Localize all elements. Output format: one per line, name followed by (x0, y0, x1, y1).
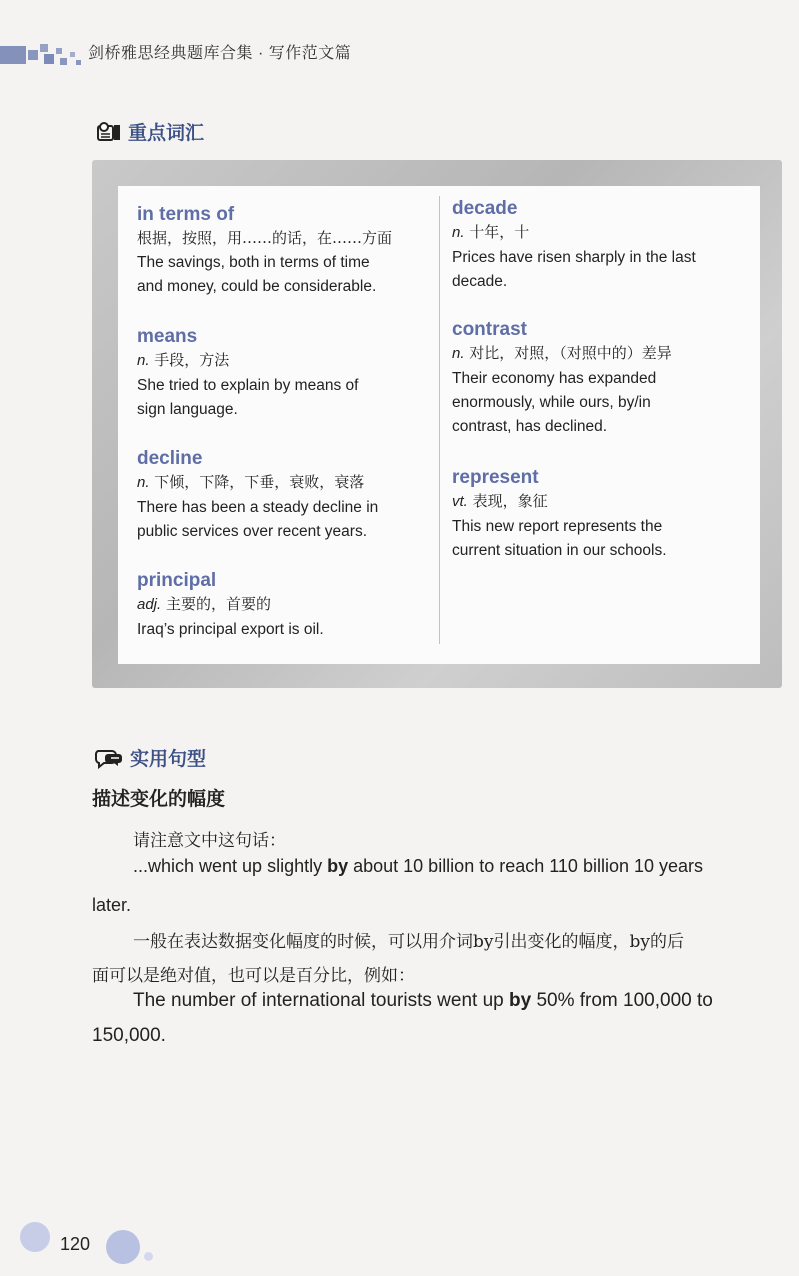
vocab-entry-decline (137, 447, 437, 544)
vocab-definition: vt. 表现，象征 (452, 492, 548, 510)
vocab-word: decline (137, 448, 203, 469)
footer-decoration (20, 1222, 50, 1252)
column-divider (439, 196, 440, 644)
header-title: 剑桥雅思经典题库合集 · 写作范文篇 (88, 45, 352, 62)
vocab-entry-means (137, 325, 437, 422)
vocab-definition: n. 手段，方法 (137, 351, 230, 369)
vocab-example: There has been a steady decline in public services over recent years. (137, 499, 379, 540)
vocab-example: Prices have risen sharply in the last decade. (452, 249, 696, 290)
explanation-line-1: 一般在表达数据变化幅度的时候，可以用介词by引出变化的幅度，by的后 (133, 932, 684, 952)
vocab-entry-principal (137, 569, 437, 642)
vocab-definition: n. 十年，十 (452, 223, 530, 241)
vocab-entry-decade (452, 197, 752, 294)
example-sentence-1-cont: later. (92, 895, 132, 915)
vocab-word: means (137, 326, 198, 347)
example-sentence-1: ...which went up slightly by about 10 billion to reach 110 billion 10 years (133, 856, 704, 876)
vocab-entry-in-terms-of (137, 203, 437, 299)
vocab-word: represent (452, 467, 539, 488)
vocab-definition: 根据，按照，用……的话，在……方面 (137, 229, 393, 247)
vocab-example: This new report represents the current situation in our schools. (452, 518, 667, 559)
vocab-example: She tried to explain by means of sign language. (137, 377, 359, 418)
pattern-section-title (94, 744, 206, 771)
vocab-word: contrast (452, 319, 527, 340)
vocab-word: decade (452, 198, 518, 219)
vocab-word: in terms of (137, 204, 235, 225)
footer-decoration (144, 1252, 153, 1261)
header-decoration (0, 38, 84, 64)
vocab-section-title (96, 118, 204, 145)
vocab-word: principal (137, 570, 217, 591)
page-header (0, 30, 799, 70)
vocab-definition: adj. 主要的，首要的 (137, 595, 271, 613)
pattern-section-label: 实用句型 (130, 749, 207, 770)
pattern-subheading: 描述变化的幅度 (92, 789, 226, 810)
vocab-section-label: 重点词汇 (128, 123, 205, 144)
example-sentence-2-cont: 150,000. (92, 1025, 166, 1046)
example-sentence-2: The number of international tourists went up by 50% from 100,000 to (133, 990, 713, 1011)
vocab-definition: n. 下倾，下降，下垂，衰败，衰落 (137, 473, 365, 491)
explanation-line-2: 面可以是绝对值，也可以是百分比，例如： (92, 966, 415, 986)
vocab-entry-contrast (452, 318, 752, 439)
page-number: 120 (60, 1234, 91, 1254)
vocab-example: The savings, both in terms of time and money, could be considerable. (137, 254, 377, 295)
vocab-definition: n. 对比，对照，（对照中的）差异 (452, 344, 672, 362)
intro-text: 请注意文中这句话： (133, 831, 286, 851)
vocab-example: Their economy has expanded enormously, while ours, by/in contrast, has declined. (452, 370, 657, 435)
vocab-entry-represent (452, 466, 752, 563)
footer-decoration (106, 1230, 140, 1264)
notebook-icon (96, 121, 122, 143)
vocab-example: Iraq’s principal export is oil. (137, 621, 324, 638)
speech-bubble-icon (94, 747, 124, 769)
